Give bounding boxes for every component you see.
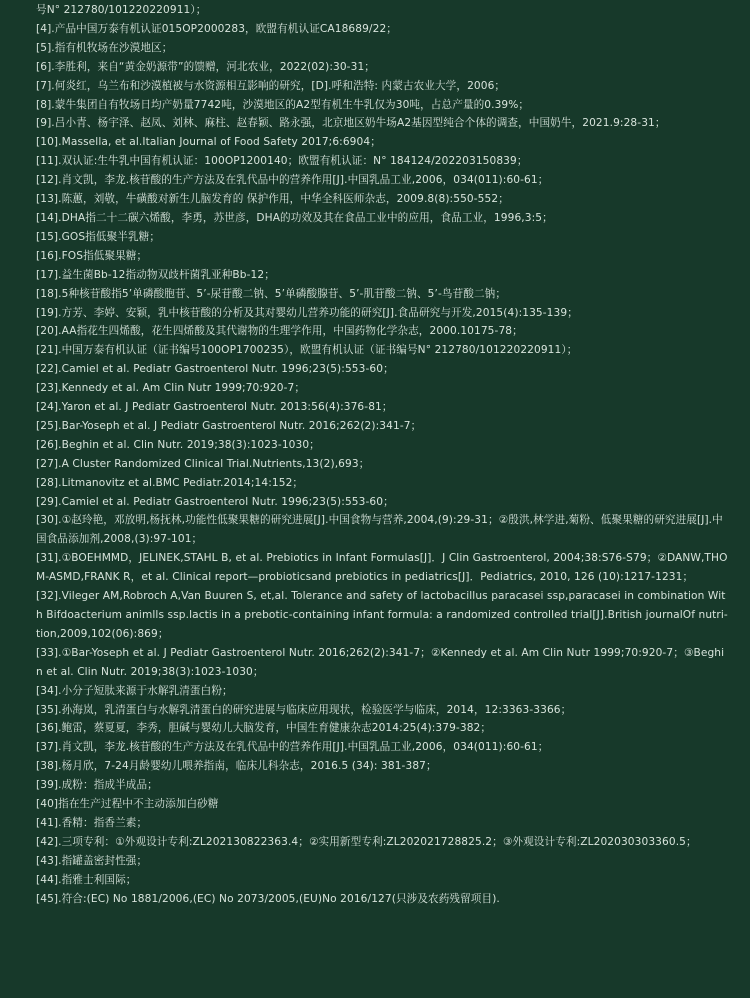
reference-item: 号N° 212780/101220220911）； xyxy=(36,4,207,16)
reference-item: [29].Camiel et al. Pediatr Gastroenterol Nutr. 1996;23(5):553-60； xyxy=(36,495,394,508)
reference-item: [22].Camiel et al. Pediatr Gastroenterol Nutr. 1996;23(5):553-60； xyxy=(36,363,394,376)
reference-item: [6].李胜利，来自“黄金奶源带”的馈赠，河北农业，2022(02):30-31； xyxy=(36,60,375,73)
reference-item: [4].产品中国万泰有机认证015OP2000283，欧盟有机认证CA18689/22； xyxy=(36,22,397,35)
reference-item: [11].双认证:生牛乳中国有机认证：100OP1200140；欧盟有机认证：N° 184124/202203150839； xyxy=(36,155,528,168)
reference-item: [25].Bar-Yoseph et al. J Pediatr Gastroenterol Nutr. 2016;262(2):341-7； xyxy=(36,419,422,432)
reference-item: [21].中国万泰有机认证（证书编号100OP1700235），欧盟有机认证（证书编号N° 212780/101220220911）； xyxy=(36,344,578,357)
reference-item: [20].AA指花生四烯酸，花生四烯酸及其代谢物的生理学作用，中国药物化学杂志，2000.10175-78； xyxy=(36,325,523,338)
reference-item: [9].吕小青、杨宇泽、赵凤、刘林、麻柱、赵春颖、路永强，北京地区奶牛场A2基因型纯合个体的调查，中国奶牛，2021.9:28-31； xyxy=(36,117,666,130)
reference-item: [15].GOS指低聚半乳糖； xyxy=(36,230,161,243)
reference-item: [17].益生菌Bb-12指动物双歧杆菌乳亚种Bb-12； xyxy=(36,268,275,281)
reference-item: [19].方芳、李婷、安颖，乳中核苷酸的分析及其对婴幼儿营养功能的研究[J].食品研究与开发,2015(4):135-139； xyxy=(36,306,578,319)
reference-item: [16].FOS指低聚果糖； xyxy=(36,249,148,262)
reference-item: [23].Kennedy et al. Am Clin Nutr 1999;70:920-7； xyxy=(36,382,306,395)
reference-list xyxy=(36,1,730,909)
reference-item: [44].指雅士利国际； xyxy=(36,873,137,886)
reference-item: [31].①BOEHMMD，JELINEK,STAHL B, et al. Prebiotics in Infant Formulas[J]．J Clin Gastroenterol, 2004;38:S76-S79；②DANW,THOM-ASMD,FRANK R，et al. Clinical report—probioticsand prebiotics in pediatrics[J]．Pediatrics, 2010, 126 (10):1217-1231； xyxy=(36,552,728,584)
reference-item: [8].蒙牛集团自有牧场日均产奶量7742吨，沙漠地区的A2型有机生牛乳仅为30吨，占总产量的0.39%； xyxy=(36,98,530,111)
reference-item: [18].5种核苷酸指5’单磷酸胞苷、5’-尿苷酸二钠、5’单磷酸腺苷、5’-肌苷酸二钠、5’-鸟苷酸二钠； xyxy=(36,287,507,300)
reference-item: [35].孙海岚，乳清蛋白与水解乳清蛋白的研究进展与临床应用现状，检验医学与临床，2014，12:3363-3366； xyxy=(36,703,572,716)
reference-item: [12].肖文凯，李龙.核苷酸的生产方法及在乳代品中的营养作用[J].中国乳品工业,2006，034(011):60-61； xyxy=(36,174,549,187)
reference-item: [42].三项专利：①外观设计专利:ZL202130822363.4；②实用新型专利:ZL202021728825.2；③外观设计专利:ZL202030303360.5； xyxy=(36,835,697,848)
reference-item: [39].成粉：指成半成品； xyxy=(36,779,158,792)
reference-item: [27].A Cluster Randomized Clinical Trial.Nutrients,13(2),693； xyxy=(36,457,370,470)
reference-item: [36].鲍雷，蔡夏夏，李秀，胆碱与婴幼儿大脑发育，中国生育健康杂志2014:25(4):379-382； xyxy=(36,722,492,735)
reference-item: [24].Yaron et al. J Pediatr Gastroenterol Nutr. 2013:56(4):376-81； xyxy=(36,401,393,414)
reference-item: [40]指在生产过程中不主动添加白砂糖 xyxy=(36,798,219,811)
reference-item: [26].Beghin et al. Clin Nutr. 2019;38(3):1023-1030； xyxy=(36,438,320,451)
reference-item: [34].小分子短肽来源于水解乳清蛋白粉； xyxy=(36,684,233,697)
reference-item: [10].Massella, et al.Italian Journal of Food Safety 2017;6:6904； xyxy=(36,136,381,149)
reference-item: [14].DHA指二十二碳六烯酸，李勇，苏世彦，DHA的功效及其在食品工业中的应用，食品工业，1996,3:5； xyxy=(36,211,553,224)
reference-item: [33].①Bar-Yoseph et al. J Pediatr Gastroenterol Nutr. 2016;262(2):341-7；②Kennedy et al. Am Clin Nutr 1999;70:920-7；③Beghin et al. Clin Nutr. 2019;38(3):1023-1030； xyxy=(36,646,725,678)
reference-item: [7].何炎红，乌兰布和沙漠植被与水资源相互影响的研究，[D].呼和浩特: 内蒙古农业大学，2006； xyxy=(36,79,506,92)
reference-item: [37].肖文凯，李龙.核苷酸的生产方法及在乳代品中的营养作用[J].中国乳品工业,2006，034(011):60-61； xyxy=(36,741,549,754)
reference-item: [32].Vileger AM,Robroch A,Van Buuren S, et,al. Tolerance and safety of lactobacillus paracasei ssp,paracasei in combination With Bifdoacterium animlls ssp.lactis in a prebotic-containing infant formula: a randomized controlled trial[J].British journalOf nutri-tion,2009,102(06):869； xyxy=(36,590,728,640)
reference-item: [28].Litmanovitz et al.BMC Pediatr.2014;14:152； xyxy=(36,476,304,489)
reference-item: [38].杨月欣，7-24月龄婴幼儿喂养指南，临床儿科杂志，2016.5 (34): 381-387； xyxy=(36,760,437,773)
reference-item: [13].陈蕙，刘敬，牛磺酸对新生儿脑发育的 保护作用，中华全科医师杂志，2009.8(8):550-552； xyxy=(36,193,509,206)
reference-item: [45].符合:(EC) No 1881/2006,(EC) No 2073/2005,(EU)No 2016/127(只涉及农药残留项目). xyxy=(36,892,500,905)
reference-item: [41].香精：指香兰素； xyxy=(36,816,148,829)
reference-item: [30].①赵玲艳，邓放明,杨抚林,功能性低聚果糖的研究进展[J].中国食物与营养,2004,(9):29-31；②殷洪,林学进,菊粉、低聚果糖的研究进展[J].中国食品添加剂,2008,(3):97-101； xyxy=(36,514,723,546)
reference-item: [5].指有机牧场在沙漠地区； xyxy=(36,41,173,54)
reference-item: [43].指罐盖密封性强； xyxy=(36,854,148,867)
